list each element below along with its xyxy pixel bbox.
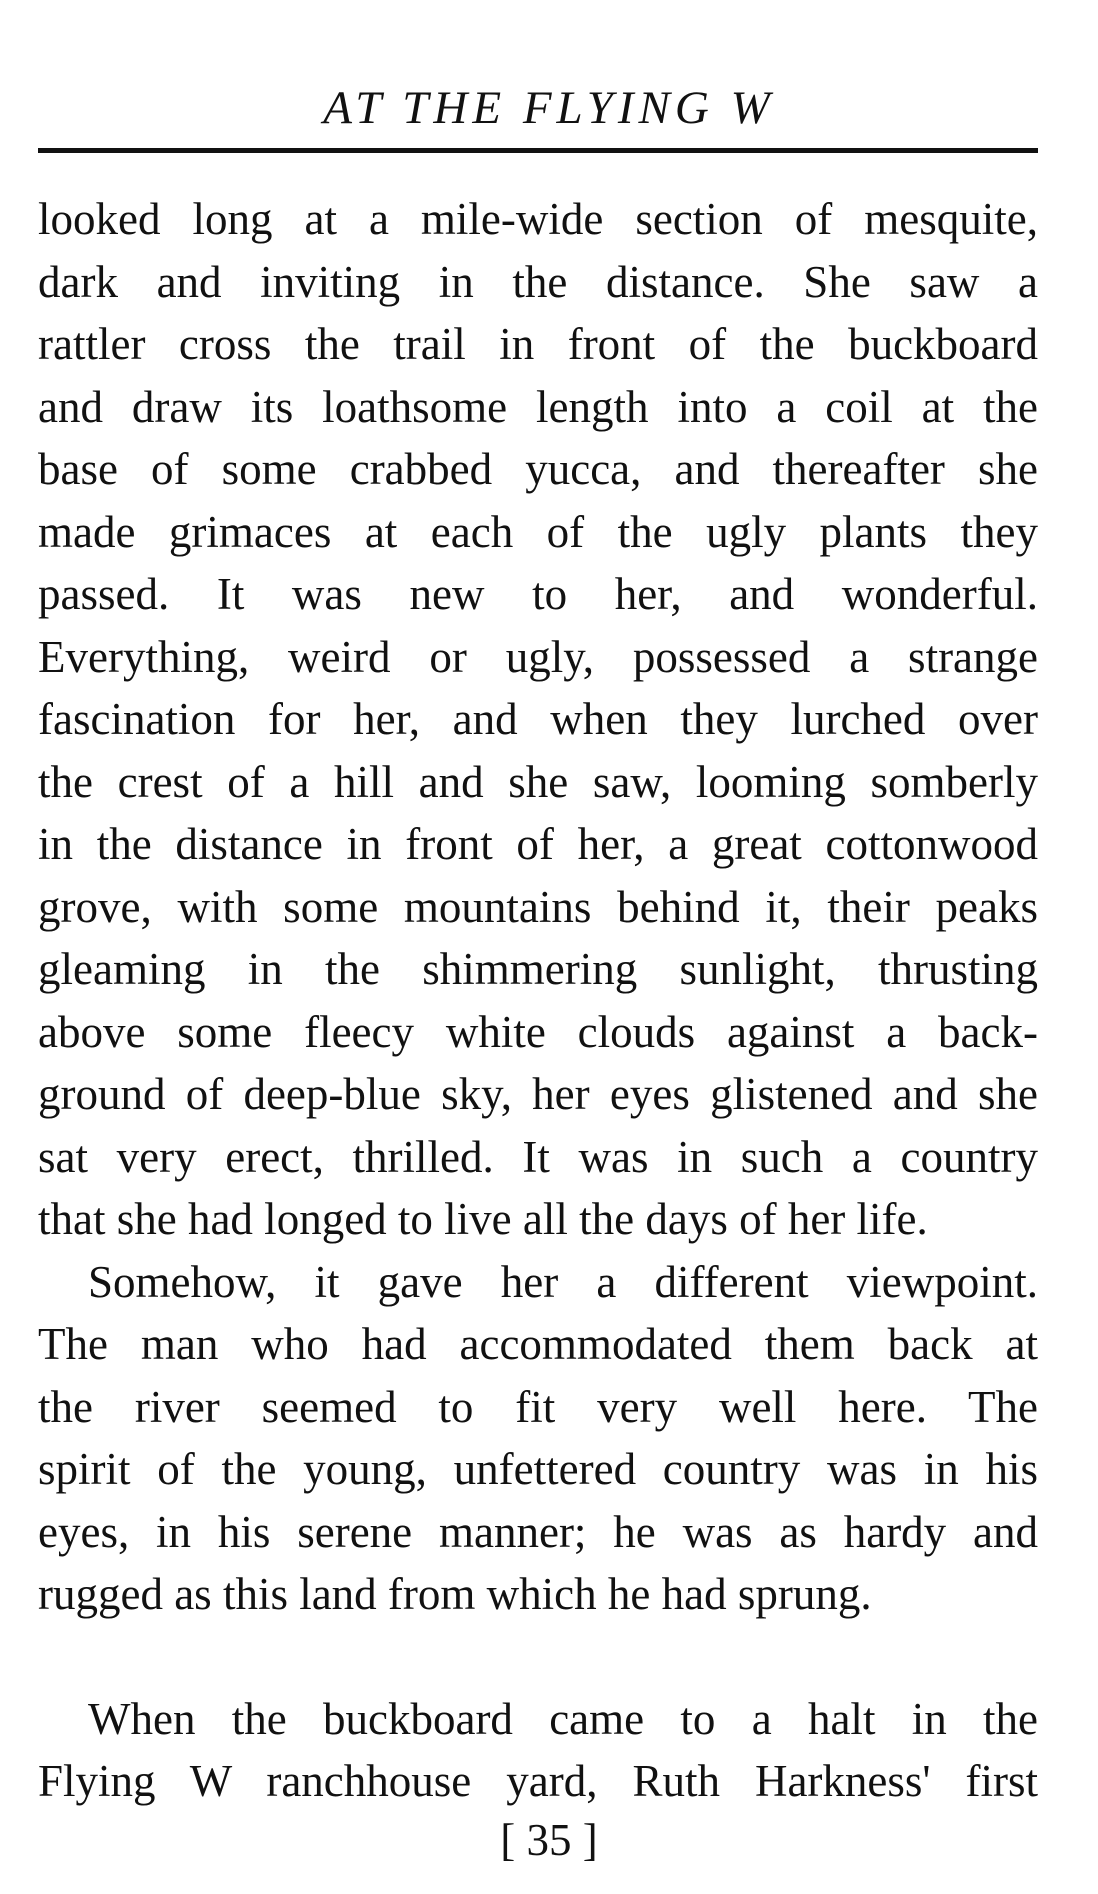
text-line: eyes, in his serene manner; he was as hardy and bbox=[38, 1506, 1038, 1557]
text-line: spirit of the young, unfettered country was in his bbox=[38, 1444, 1038, 1494]
text-line: passed. It was new to her, and wonderful. bbox=[38, 569, 1038, 619]
text-line: gleaming in the shimmering sunlight, thrusting bbox=[38, 944, 1038, 994]
text-line: sat very erect, thrilled. It was in such a country bbox=[38, 1131, 1038, 1182]
text-line: made grimaces at each of the ugly plants they bbox=[38, 506, 1038, 557]
text-line: in the distance in front of her, a great cottonwood bbox=[38, 819, 1038, 869]
text-line: base of some crabbed yucca, and thereafter she bbox=[38, 444, 1038, 494]
body-text bbox=[38, 188, 1038, 1813]
text-line: grove, with some mountains behind it, their peaks bbox=[38, 881, 1038, 932]
text-line: that she had longed to live all the days of her life. bbox=[38, 1194, 928, 1244]
text-line: dark and inviting in the distance. She saw a bbox=[38, 256, 1038, 307]
text-line: and draw its loathsome length into a coil at the bbox=[38, 381, 1038, 432]
text-line: rugged as this land from which he had sprung. bbox=[38, 1569, 872, 1619]
page-number: [ 35 ] bbox=[500, 1815, 598, 1865]
text-line: Flying W ranchhouse yard, Ruth Harkness' first bbox=[38, 1756, 1038, 1806]
text-line: Everything, weird or ugly, possessed a strange bbox=[38, 631, 1038, 682]
header-rule bbox=[38, 148, 1038, 153]
text-line: the river seemed to fit very well here. The bbox=[38, 1381, 1038, 1432]
text-line: the crest of a hill and she saw, looming somberly bbox=[38, 756, 1038, 807]
text-line: The man who had accommodated them back at bbox=[38, 1319, 1038, 1369]
running-head: AT THE FLYING W bbox=[323, 82, 775, 134]
text-line: fascination for her, and when they lurched over bbox=[38, 694, 1038, 744]
text-line: ground of deep-blue sky, her eyes glistened and she bbox=[38, 1069, 1038, 1119]
text-line: above some fleecy white clouds against a back- bbox=[38, 1006, 1038, 1057]
text-line: When the buckboard came to a halt in the bbox=[88, 1693, 1038, 1744]
text-line: rattler cross the trail in front of the buckboard bbox=[38, 319, 1038, 369]
text-line: looked long at a mile-wide section of mesquite, bbox=[38, 194, 1038, 244]
text-line: Somehow, it gave her a different viewpoint. bbox=[88, 1256, 1038, 1307]
